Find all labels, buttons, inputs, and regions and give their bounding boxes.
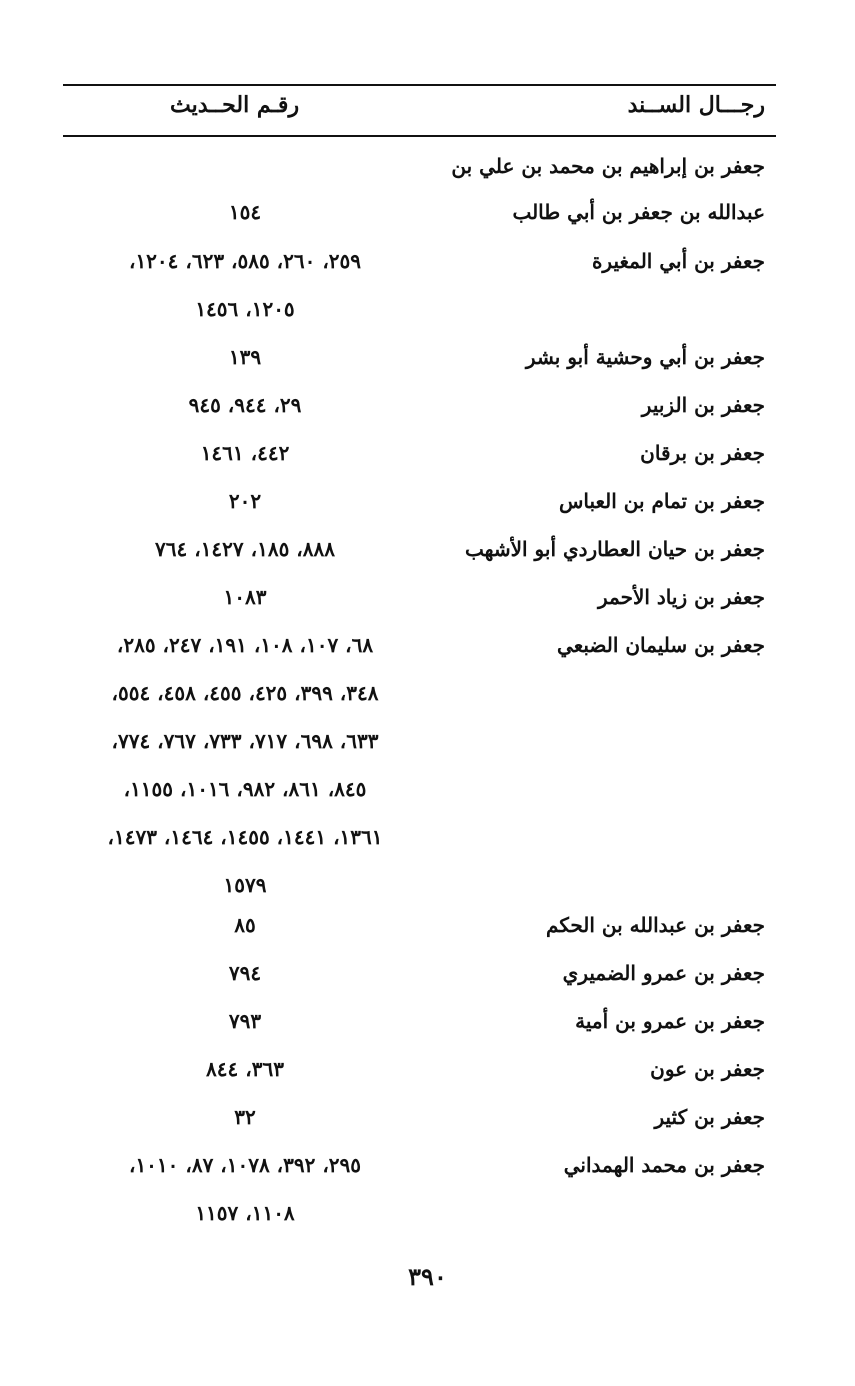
- narrator-name: جعفر بن حيان العطاردي أبو الأشهب: [465, 537, 765, 561]
- narrator-name: جعفر بن تمام بن العباس: [558, 489, 765, 513]
- narrator-name: عبدالله بن جعفر بن أبي طالب: [512, 200, 765, 224]
- hadith-numbers: ٦٨، ١٠٧، ١٠٨، ١٩١، ٢٤٧، ٢٨٥،: [116, 633, 374, 657]
- hadith-numbers: ٢٩٥، ٣٩٢، ١٠٧٨، ٨٧، ١٠١٠،: [128, 1153, 362, 1177]
- hadith-numbers: ٧٩٣: [228, 1009, 262, 1033]
- narrator-name: جعفر بن زياد الأحمر: [598, 585, 765, 609]
- hadith-numbers: ٨٥: [234, 913, 256, 937]
- narrator-name: جعفر بن إبراهيم بن محمد بن علي بن: [451, 154, 765, 178]
- narrator-name: جعفر بن عون: [650, 1057, 765, 1081]
- narrator-name: جعفر بن كثير: [654, 1105, 765, 1129]
- hadith-numbers: ٣٢: [234, 1105, 256, 1129]
- header-rule: [63, 135, 776, 137]
- hadith-numbers: ٢٩، ٩٤٤، ٩٤٥: [188, 393, 302, 417]
- hadith-numbers: ١٠٨٣: [223, 585, 267, 609]
- hadith-numbers: ١٢٠٥، ١٤٥٦: [195, 297, 295, 321]
- narrator-name: جعفر بن برقان: [640, 441, 765, 465]
- narrator-name: جعفر بن عمرو بن أمية: [575, 1009, 765, 1033]
- hadith-numbers: ٦٣٣، ٦٩٨، ٧١٧، ٧٣٣، ٧٦٧، ٧٧٤،: [111, 729, 379, 753]
- narrator-name: جعفر بن أبي المغيرة: [591, 249, 765, 273]
- top-rule: [63, 84, 776, 86]
- hadith-numbers: ٧٩٤: [228, 961, 262, 985]
- hadith-numbers: ١٥٤: [228, 200, 262, 224]
- narrator-name: جعفر بن سليمان الضبعي: [557, 633, 765, 657]
- hadith-numbers: ٣٦٣، ٨٤٤: [206, 1057, 284, 1081]
- page-number: ٣٩٠: [408, 1262, 447, 1291]
- hadith-numbers: ٢٥٩، ٢٦٠، ٥٨٥، ٦٢٣، ١٢٠٤،: [128, 249, 362, 273]
- narrator-name: جعفر بن عمرو الضميري: [562, 961, 765, 985]
- narrator-name: جعفر بن الزبير: [641, 393, 765, 417]
- narrator-name: جعفر بن أبي وحشية أبو بشر: [525, 345, 765, 369]
- hadith-numbers: ١٥٧٩: [223, 873, 267, 897]
- hadith-numbers: [75, 146, 415, 186]
- header-hadith-number: رقـم الحــديث: [170, 92, 300, 118]
- hadith-numbers: ١٣٩: [228, 345, 262, 369]
- hadith-numbers: ١٣٦١، ١٤٤١، ١٤٥٥، ١٤٦٤، ١٤٧٣،: [107, 825, 383, 849]
- narrator-name: جعفر بن محمد الهمداني: [563, 1153, 765, 1177]
- hadith-numbers: ٨٤٥، ٨٦١، ٩٨٢، ١٠١٦، ١١٥٥،: [123, 777, 367, 801]
- hadith-numbers: ٣٤٨، ٣٩٩، ٤٢٥، ٤٥٥، ٤٥٨، ٥٥٤،: [111, 681, 379, 705]
- hadith-numbers: ٨٨٨، ١٨٥، ١٤٢٧، ٧٦٤: [155, 537, 335, 561]
- narrator-name: جعفر بن عبدالله بن الحكم: [546, 913, 765, 937]
- hadith-numbers: ٤٤٢، ١٤٦١: [200, 441, 290, 465]
- hadith-numbers: ١١٠٨، ١١٥٧: [195, 1201, 295, 1225]
- hadith-numbers: ٢٠٢: [228, 489, 262, 513]
- header-narrators: رجـــال الســند: [627, 92, 765, 118]
